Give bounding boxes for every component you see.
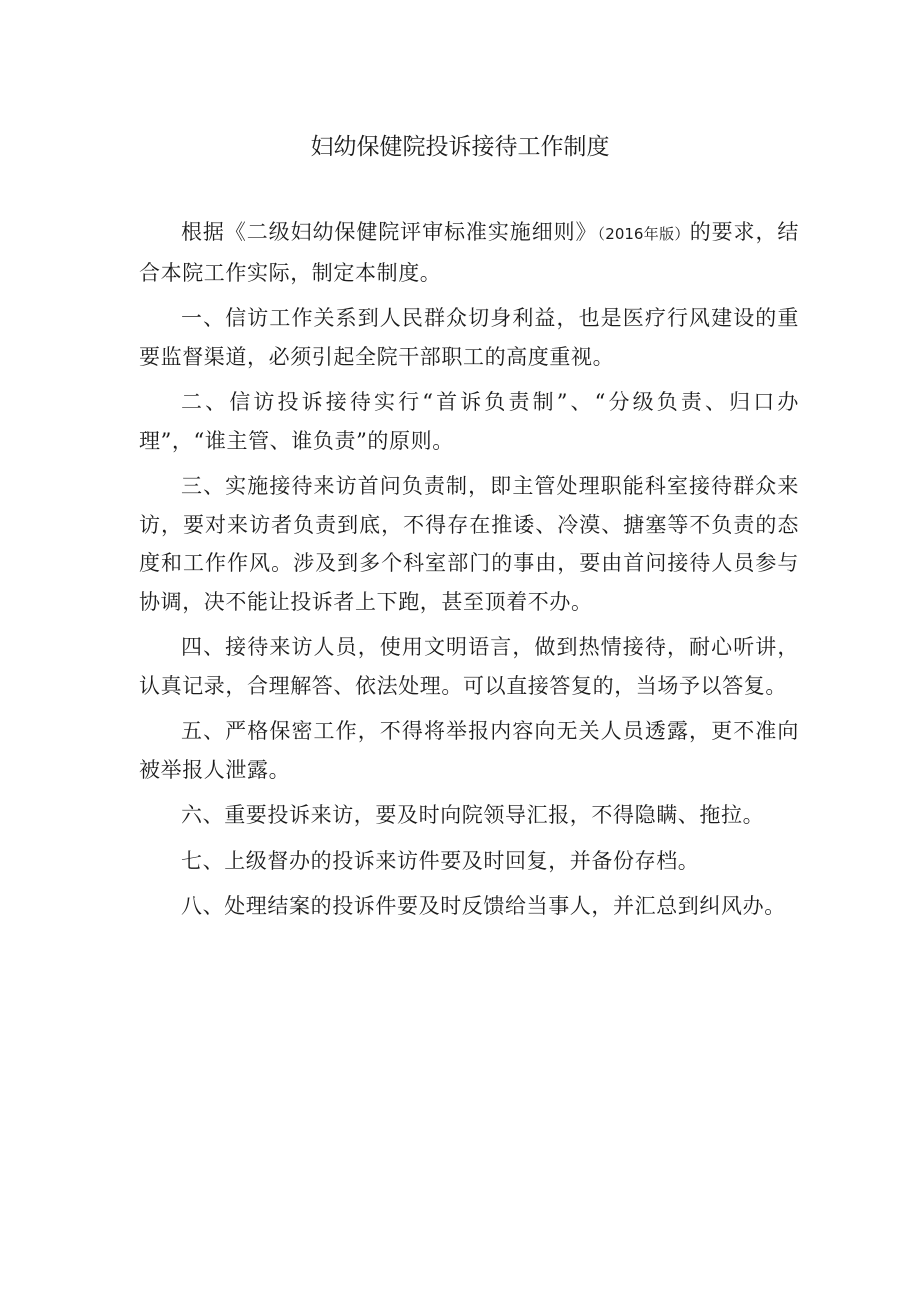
clause-4: 四、接待来访人员，使用文明语言，做到热情接待，耐心听讲，认真记录，合理解答、依法处理。可以直接答复的，当场予以答复。 (139, 635, 799, 698)
intro-text-after: 的要求，结合本院工作实际，制定本制度。 (139, 220, 799, 285)
page-title: 妇幼保健院投诉接待工作制度 (310, 134, 610, 160)
clause-6: 六、重要投诉来访，要及时向院领导汇报，不得隐瞒、拖拉。 (181, 803, 765, 827)
intro-edition: （2016年版） (597, 225, 690, 243)
intro-text-before: 根据《二级妇幼保健院评审标准实施细则》 (181, 220, 598, 244)
clause-3: 三、实施接待来访首问负责制，即主管处理职能科室接待群众来访，要对来访者负责到底，不得存在推诿、冷漠、搪塞等不负责的态度和工作作风。涉及到多个科室部门的事由，要由首问接待人员参与协调，决不能让投诉者上下跑，甚至顶着不办。 (139, 474, 799, 614)
clause-8: 八、处理结案的投诉件要及时反馈给当事人，并汇总到纠风办。 (181, 894, 786, 918)
document-body (139, 213, 799, 933)
clause-5: 五、严格保密工作，不得将举报内容向无关人员透露，更不准向被举报人泄露。 (139, 719, 799, 782)
clause-1: 一、信访工作关系到人民群众切身利益，也是医疗行风建设的重要监督渠道，必须引起全院干部职工的高度重视。 (139, 306, 799, 369)
clause-2: 二、信访投诉接待实行“首诉负责制”、“分级负责、归口办理”，“谁主管、谁负责”的原则。 (139, 390, 799, 453)
intro-paragraph (139, 213, 799, 292)
clause-7: 七、上级督办的投诉来访件要及时回复，并备份存档。 (181, 848, 700, 873)
